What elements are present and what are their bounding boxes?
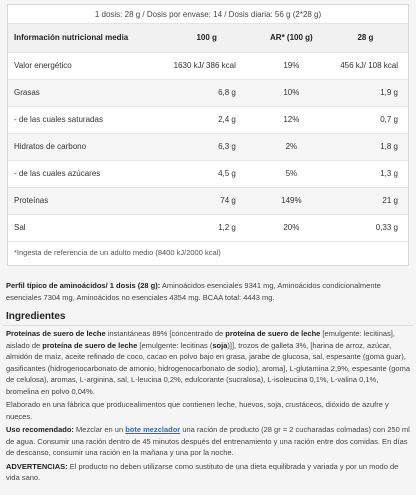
ingredient-highlight: soja (212, 340, 228, 350)
ingredient-highlight: proteína de suero de leche (225, 329, 321, 338)
table-row (8, 106, 408, 133)
row-value-100g: 2,4 g (218, 115, 236, 124)
row-value-28g: 456 kJ/ 108 kcal (340, 61, 398, 70)
warnings-lead: ADVERTENCIAS: (6, 461, 68, 471)
recommended-use-pre: Mezclar en un (73, 425, 126, 434)
nutrition-table (8, 24, 408, 241)
row-value-100g: 6,8 g (218, 88, 236, 97)
amino-profile-lead: Perfil típico de aminoácidos/ 1 dosis (28 g): (6, 281, 161, 290)
row-value-28g: 1,9 g (380, 88, 398, 97)
row-value-28g: 0,7 g (380, 115, 398, 124)
header-label: Información nutricional media (14, 33, 129, 43)
allergen-note: Elaborado en una fábrica que producealimentos que contienen leche, huevos, soja, crustáceos, dióxido de azufre y nueces. (6, 400, 389, 421)
recommended-use-lead: Uso recomendado: (6, 425, 74, 434)
row-value-ar: 2% (285, 142, 298, 151)
warnings (6, 461, 410, 484)
row-value-ar: 5% (285, 169, 298, 178)
table-row (8, 79, 408, 106)
row-label: Valor energético (14, 61, 72, 70)
ingredient-highlight: Proteínas de suero de leche (6, 329, 106, 338)
ingredient-text: )]], trozos de galleta 3%, [harina de arroz, azúcar, almidón de maíz, aceite refinado de coco, cacao en polvo bajo en grasa, jarabe de glucosa, sal, espesante (goma guar), gasificantes (hidrogenocarbonato de amonio, hidrogenocarbonato de sodio), aroma], L-glutamina 2,9%, espesante (goma de celulosa), aromas, L-arginina, sal, L-leucina 0,2%, edulcorante (sucralosa), L-isoleucina 0,1%, L-valina 0,1%, bromelina en polvo 0,04%. (6, 340, 411, 396)
amino-profile-text: Aminoácidos esenciales 9341 mg, Aminoácidos condicionalmente esenciales 7304 mg, Aminoácidos no esenciales 4354 mg. BCAA total: 4443 mg. (6, 281, 381, 302)
table-row (8, 187, 408, 214)
row-value-100g: 6,3 g (218, 142, 236, 151)
recommended-use-post: una ración de producto (28 gr = 2 cucharadas colmadas) con 250 ml de agua. Consumir una ración dentro de 45 minutos después del entrenamiento y una ración entre dos comidas. En días de descanso, consumir una ración en la mañana y una por la noche. (6, 425, 410, 457)
row-label: Sal (14, 223, 26, 233)
dose-info: 1 dosis: 28 g / Dosis por envase: 14 / Dosis diaria: 56 g (2*28 g) (8, 5, 408, 24)
row-label: - de las cuales azúcares (14, 169, 101, 178)
row-value-ar: 19% (283, 61, 300, 70)
row-label: - de las cuales saturadas (14, 115, 103, 124)
row-value-100g: 1,2 g (218, 223, 236, 233)
row-value-ar: 12% (283, 115, 300, 124)
ingredient-text: [emulgente: lecitinas], aislado de (6, 329, 395, 350)
table-header-row (8, 24, 408, 52)
table-row (8, 214, 408, 241)
warnings-text: El producto no deben utilizarse como sustituto de una dieta equilibrada y variada y por un modo de vida sano. (6, 461, 399, 482)
nutrition-table-card (7, 4, 409, 266)
table-row (8, 160, 408, 187)
ingredient-text: instantáneas 89% [concentrado de (105, 329, 226, 338)
header-28g: 28 g (357, 33, 374, 43)
recommended-use (6, 424, 410, 459)
row-value-100g: 74 g (220, 196, 236, 205)
row-label: Grasas (14, 88, 40, 97)
ingredients-title: Ingredientes (3, 309, 413, 326)
mixer-bottle-link[interactable]: bote mezclador (125, 425, 181, 434)
row-value-28g: 21 g (382, 196, 398, 205)
header-100g: 100 g (196, 33, 217, 43)
ingredient-text: [emulgente: lecitinas ( (137, 340, 213, 350)
row-value-100g: 1630 kJ/ 386 kcal (173, 61, 236, 70)
table-row (8, 52, 408, 79)
ingredients-list (6, 328, 410, 397)
row-value-28g: 0,33 g (375, 223, 398, 233)
table-row (8, 133, 408, 160)
row-value-100g: 4,5 g (218, 169, 236, 178)
row-value-ar: 149% (281, 196, 302, 205)
row-value-28g: 1,3 g (380, 169, 398, 178)
row-value-ar: 20% (283, 223, 300, 233)
row-label: Hidratos de carbono (14, 142, 87, 151)
amino-profile (6, 280, 410, 304)
reference-footnote: *Ingesta de referencia de un adulto medio (8400 kJ/2000 kcal) (8, 241, 408, 265)
row-value-ar: 10% (283, 88, 300, 97)
row-value-28g: 1,8 g (380, 142, 398, 151)
row-label: Proteínas (14, 196, 49, 205)
header-ar: AR* (100 g) (270, 33, 313, 43)
ingredient-highlight: proteína de suero de leche (42, 340, 138, 350)
